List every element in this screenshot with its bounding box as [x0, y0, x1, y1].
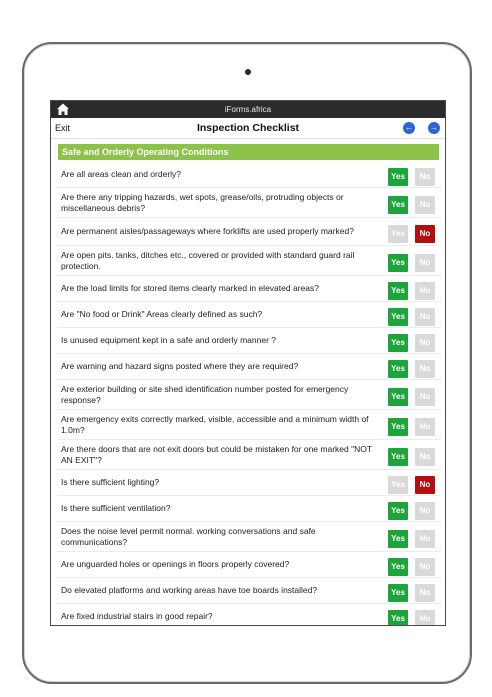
- no-button[interactable]: No: [415, 476, 435, 494]
- question-text: Is unused equipment kept in a safe and orderly manner ?: [61, 335, 276, 346]
- checklist-row: [57, 328, 441, 354]
- question-text: Are emergency exits correctly marked, visible, accessible and a minimum width of 1.0m?: [61, 413, 369, 435]
- yes-button[interactable]: Yes: [388, 448, 408, 466]
- no-button[interactable]: No: [415, 530, 435, 548]
- question-text: Does the noise level permit normal. working conversations and safe communications?: [61, 525, 316, 547]
- question-text: Are warning and hazard signs posted where they are required?: [61, 361, 299, 372]
- yes-button[interactable]: Yes: [388, 225, 408, 243]
- question-text: Do elevated platforms and working areas have toe boards installed?: [61, 585, 318, 596]
- question-text: Is there sufficient lighting?: [61, 477, 160, 488]
- question-text: Are there doors that are not exit doors but could be mistaken for one marked "NOT AN EXIT"?: [61, 443, 372, 465]
- yes-button[interactable]: Yes: [388, 168, 408, 186]
- camera-dot: [245, 69, 251, 75]
- no-button[interactable]: No: [415, 196, 435, 214]
- checklist-row: [57, 380, 441, 410]
- checklist-row: [57, 496, 441, 522]
- question-text: Are the load limits for stored items clearly marked in elevated areas?: [61, 283, 319, 294]
- checklist-row: [57, 410, 441, 440]
- yes-button[interactable]: Yes: [388, 558, 408, 576]
- no-button[interactable]: No: [415, 388, 435, 406]
- yes-button[interactable]: Yes: [388, 584, 408, 602]
- question-text: Is there sufficient ventilation?: [61, 503, 171, 514]
- no-button[interactable]: No: [415, 334, 435, 352]
- checklist-row: [57, 188, 441, 218]
- yes-button[interactable]: Yes: [388, 476, 408, 494]
- home-icon[interactable]: [56, 102, 70, 116]
- question-text: Are unguarded holes or openings in floors properly covered?: [61, 559, 290, 570]
- yes-button[interactable]: Yes: [388, 388, 408, 406]
- question-text: Are all areas clean and orderly?: [61, 169, 182, 180]
- arrow-left-icon[interactable]: ←: [405, 123, 413, 132]
- no-button[interactable]: No: [415, 360, 435, 378]
- no-button[interactable]: No: [415, 558, 435, 576]
- no-button[interactable]: No: [415, 308, 435, 326]
- yes-button[interactable]: Yes: [388, 308, 408, 326]
- checklist-row: [57, 578, 441, 604]
- yes-button[interactable]: Yes: [388, 530, 408, 548]
- checklist-row: [57, 218, 441, 246]
- yes-button[interactable]: Yes: [388, 610, 408, 626]
- no-button[interactable]: No: [415, 418, 435, 436]
- status-bar: [51, 101, 445, 118]
- question-text: Are "No food or Drink" Areas clearly defined as such?: [61, 309, 263, 320]
- nav-bar: [51, 118, 445, 139]
- checklist-row: [57, 302, 441, 328]
- checklist-row: [57, 522, 441, 552]
- section-header: Safe and Orderly Operating Conditions: [58, 144, 439, 160]
- yes-button[interactable]: Yes: [388, 502, 408, 520]
- yes-button[interactable]: Yes: [388, 360, 408, 378]
- page-title: Inspection Checklist: [196, 122, 300, 134]
- yes-button[interactable]: Yes: [388, 254, 408, 272]
- no-button[interactable]: No: [415, 502, 435, 520]
- app-title: iForms.africa: [224, 105, 272, 114]
- no-button[interactable]: No: [415, 282, 435, 300]
- question-text: Are permanent aisles/passageways where forklifts are used properly marked?: [61, 226, 354, 237]
- no-button[interactable]: No: [415, 584, 435, 602]
- arrow-right-icon[interactable]: →: [430, 123, 438, 132]
- app-screen: [50, 100, 446, 626]
- checklist-row: [57, 354, 441, 380]
- checklist-row: [57, 604, 441, 626]
- question-text: Are exterior building or site shed identification number posted for emergency response?: [61, 383, 349, 405]
- yes-button[interactable]: Yes: [388, 282, 408, 300]
- yes-button[interactable]: Yes: [388, 334, 408, 352]
- question-text: Are open pits. tanks, ditches etc., covered or provided with standard guard rail protection.: [61, 249, 355, 271]
- checklist-row: [57, 246, 441, 276]
- yes-button[interactable]: Yes: [388, 196, 408, 214]
- no-button[interactable]: No: [415, 225, 435, 243]
- checklist-row: [57, 552, 441, 578]
- checklist-row: [57, 276, 441, 302]
- no-button[interactable]: No: [415, 254, 435, 272]
- checklist-row: [57, 162, 441, 188]
- no-button[interactable]: No: [415, 448, 435, 466]
- question-text: Are fixed industrial stairs in good repair?: [61, 611, 213, 622]
- no-button[interactable]: No: [415, 610, 435, 626]
- checklist-row: [57, 470, 441, 496]
- no-button[interactable]: No: [415, 168, 435, 186]
- exit-button[interactable]: Exit: [55, 123, 71, 133]
- yes-button[interactable]: Yes: [388, 418, 408, 436]
- question-text: Are there any tripping hazards, wet spots, grease/oils, protruding objects or miscellaneous debris?: [61, 191, 344, 213]
- checklist-row: [57, 440, 441, 470]
